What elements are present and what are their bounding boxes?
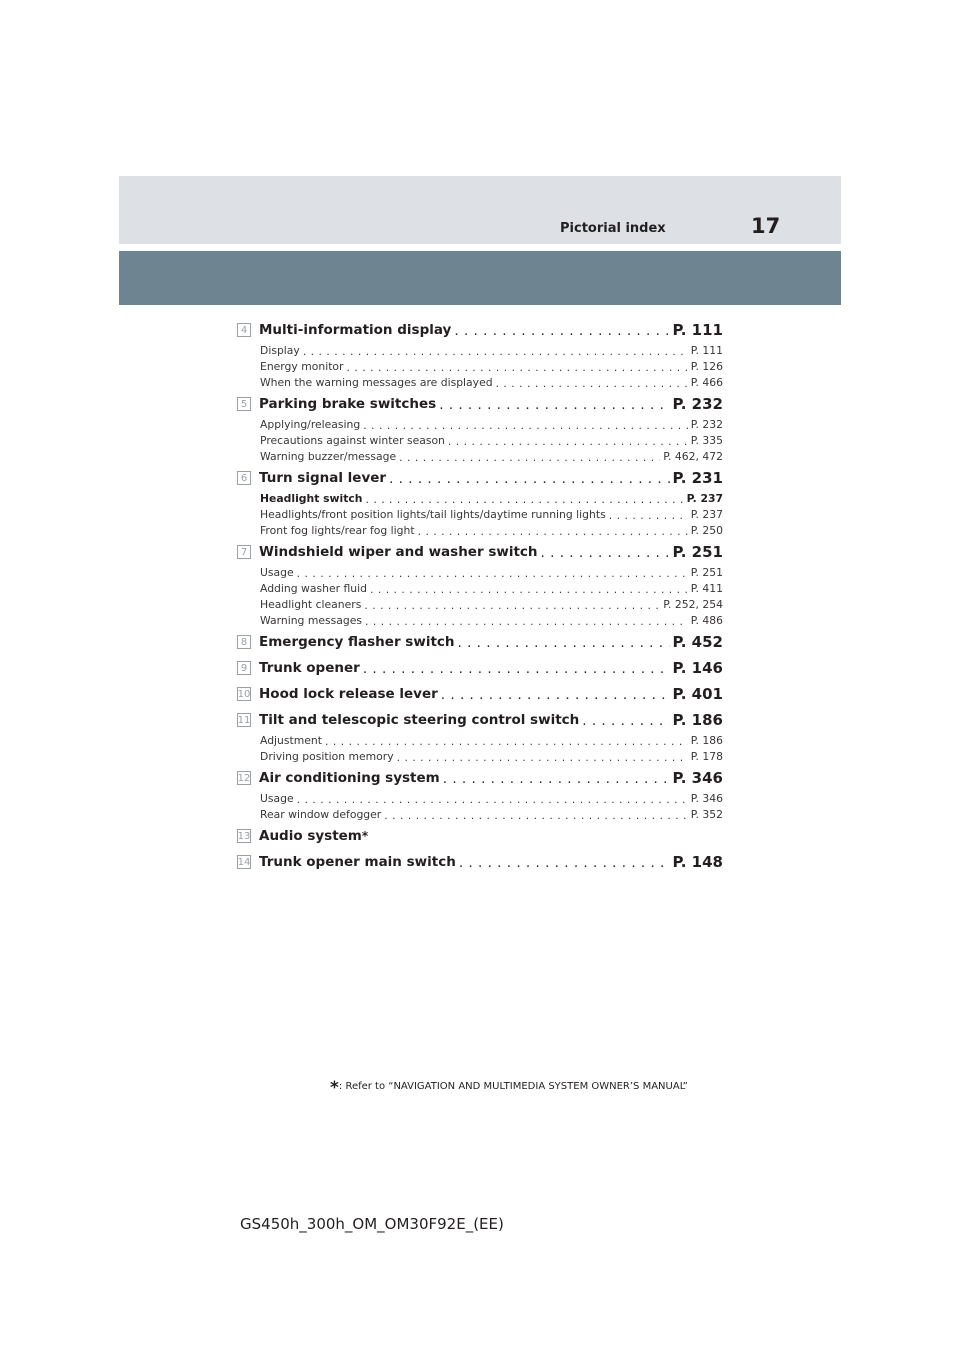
- dot-leader: [443, 771, 670, 785]
- page-reference[interactable]: P. 146: [672, 659, 723, 677]
- page-reference[interactable]: P. 411: [690, 581, 723, 595]
- dot-leader: [364, 599, 660, 610]
- sub-entry-label: Adding washer fluid: [260, 581, 367, 595]
- page-reference[interactable]: P. 186: [672, 711, 723, 729]
- index-entry-main-row[interactable]: [237, 318, 723, 342]
- index-entry: [237, 766, 723, 822]
- entry-label: Tilt and telescopic steering control switch: [259, 712, 580, 728]
- callout-number-badge: 8: [237, 635, 251, 649]
- sub-entry-label: Headlight switch: [260, 491, 363, 505]
- entry-label: Parking brake switches: [259, 396, 437, 412]
- sub-entry-label: Warning messages: [260, 613, 362, 627]
- index-sub-entry[interactable]: [237, 564, 723, 580]
- dot-leader: [439, 397, 669, 411]
- callout-number-badge: 12: [237, 772, 251, 784]
- index-sub-entry[interactable]: [237, 748, 723, 764]
- dot-leader: [365, 493, 683, 504]
- index-entry: [237, 630, 723, 654]
- callout-number-badge: 13: [237, 830, 251, 842]
- page-reference[interactable]: P. 237: [690, 507, 723, 521]
- index-sub-entry[interactable]: [237, 374, 723, 390]
- index-entry: [237, 540, 723, 628]
- index-sub-entry[interactable]: [237, 506, 723, 522]
- dot-leader: [297, 793, 688, 804]
- index-entry-main-row[interactable]: [237, 824, 723, 848]
- section-title: Pictorial index: [560, 221, 666, 236]
- callout-number-badge: 7: [237, 545, 251, 559]
- index-entry: [237, 466, 723, 538]
- page-reference[interactable]: P. 111: [672, 321, 723, 339]
- entry-label: Hood lock release lever: [259, 686, 438, 702]
- dot-leader: [303, 345, 688, 356]
- entry-label: Multi-information display: [259, 322, 452, 338]
- callout-number-badge: 11: [237, 714, 251, 726]
- index-sub-entry[interactable]: [237, 358, 723, 374]
- page-reference[interactable]: P. 111: [690, 343, 723, 357]
- page-reference[interactable]: P. 466: [690, 375, 723, 389]
- index-sub-entry[interactable]: [237, 790, 723, 806]
- page-reference[interactable]: P. 250: [690, 523, 723, 537]
- callout-number-badge: 9: [237, 661, 251, 675]
- dot-leader: [582, 713, 669, 727]
- sub-entry-label: Front fog lights/rear fog light: [260, 523, 415, 537]
- dot-leader: [370, 583, 688, 594]
- dot-leader: [418, 525, 688, 536]
- index-entry-main-row[interactable]: [237, 682, 723, 706]
- index-entry-main-row[interactable]: [237, 466, 723, 490]
- dot-leader: [325, 735, 688, 746]
- dot-leader: [384, 809, 687, 820]
- index-list: [237, 318, 723, 876]
- dot-leader: [541, 545, 670, 559]
- dot-leader: [346, 361, 687, 372]
- page-number: 17: [751, 214, 781, 238]
- sub-entry-label: Headlights/front position lights/tail lights/daytime running lights: [260, 507, 606, 521]
- page-reference[interactable]: P. 232: [690, 417, 723, 431]
- index-sub-entry[interactable]: [237, 448, 723, 464]
- index-entry: [237, 682, 723, 706]
- page-reference[interactable]: P. 486: [690, 613, 723, 627]
- entry-label: Audio system: [259, 828, 362, 844]
- dot-leader: [441, 687, 670, 701]
- sub-entry-label: Usage: [260, 791, 294, 805]
- index-entry: [237, 392, 723, 464]
- page-reference[interactable]: P. 346: [672, 769, 723, 787]
- dot-leader: [448, 435, 688, 446]
- page-reference[interactable]: P. 178: [690, 749, 723, 763]
- dot-leader: [459, 855, 670, 869]
- callout-number-badge: 10: [237, 688, 251, 700]
- index-entry: [237, 824, 723, 848]
- index-sub-entry[interactable]: [237, 596, 723, 612]
- entry-label: Air conditioning system: [259, 770, 440, 786]
- sub-entry-label: Warning buzzer/message: [260, 449, 397, 463]
- index-sub-entry[interactable]: [237, 612, 723, 628]
- index-entry: [237, 850, 723, 874]
- page-reference[interactable]: P. 186: [690, 733, 723, 747]
- callout-number-badge: 5: [237, 397, 251, 411]
- index-entry: [237, 656, 723, 680]
- dot-leader: [297, 567, 688, 578]
- page-reference[interactable]: P. 126: [690, 359, 723, 373]
- footnote-star: *: [361, 829, 369, 843]
- page-reference[interactable]: P. 252, 254: [663, 597, 723, 611]
- page-reference[interactable]: P. 148: [672, 853, 723, 871]
- page-reference[interactable]: P. 335: [690, 433, 723, 447]
- dot-leader: [496, 377, 688, 388]
- callout-number-badge: 14: [237, 856, 251, 868]
- footnote-text: : Refer to “NAVIGATION AND MULTIMEDIA SYSTEM OWNER’S MANUAL”: [338, 1081, 688, 1092]
- page-reference[interactable]: P. 452: [672, 633, 723, 651]
- sub-entry-label: Adjustment: [260, 733, 322, 747]
- footnote: [330, 1078, 688, 1098]
- page-reference[interactable]: P. 232: [672, 395, 723, 413]
- dot-leader: [458, 635, 670, 649]
- sub-entry-label: Display: [260, 343, 300, 357]
- index-sub-entry[interactable]: [237, 580, 723, 596]
- dot-leader: [389, 471, 669, 485]
- index-entry-main-row[interactable]: [237, 392, 723, 416]
- sub-entry-label: Energy monitor: [260, 359, 344, 373]
- header-band-dark: [119, 251, 841, 305]
- dot-leader: [363, 419, 687, 430]
- document-id: GS450h_300h_OM_OM30F92E_(EE): [240, 1215, 504, 1233]
- entry-label: Emergency flasher switch: [259, 634, 455, 650]
- index-sub-entry[interactable]: [237, 522, 723, 538]
- sub-entry-label: Applying/releasing: [260, 417, 361, 431]
- page-reference[interactable]: P. 237: [686, 491, 723, 505]
- sub-entry-label: Usage: [260, 565, 294, 579]
- index-entry-main-row[interactable]: [237, 656, 723, 680]
- index-sub-entry[interactable]: [237, 342, 723, 358]
- dot-leader: [363, 661, 670, 675]
- index-sub-entry[interactable]: [237, 806, 723, 822]
- index-entry-main-row[interactable]: [237, 708, 723, 732]
- sub-entry-label: Headlight cleaners: [260, 597, 362, 611]
- header-band-light: [119, 176, 841, 244]
- index-entry: [237, 318, 723, 390]
- dot-leader: [399, 451, 660, 462]
- page-reference[interactable]: P. 346: [690, 791, 723, 805]
- index-entry: [237, 708, 723, 764]
- page-reference[interactable]: P. 401: [672, 685, 723, 703]
- entry-label: Trunk opener: [259, 660, 360, 676]
- index-sub-entry[interactable]: [237, 432, 723, 448]
- sub-entry-label: When the warning messages are displayed: [260, 375, 493, 389]
- entry-label: Windshield wiper and washer switch: [259, 544, 538, 560]
- dot-leader: [454, 323, 669, 337]
- page-reference[interactable]: P. 231: [672, 469, 723, 487]
- page-reference[interactable]: P. 462, 472: [663, 449, 723, 463]
- dot-leader: [609, 509, 688, 520]
- entry-label: Turn signal lever: [259, 470, 387, 486]
- index-entry-main-row[interactable]: [237, 850, 723, 874]
- sub-entry-label: Precautions against winter season: [260, 433, 445, 447]
- index-entry-main-row[interactable]: [237, 630, 723, 654]
- index-entry-main-row[interactable]: [237, 766, 723, 790]
- index-sub-entry[interactable]: [237, 416, 723, 432]
- callout-number-badge: 6: [237, 471, 251, 485]
- callout-number-badge: 4: [237, 323, 251, 337]
- dot-leader: [365, 615, 688, 626]
- index-entry-main-row[interactable]: [237, 540, 723, 564]
- page-reference[interactable]: P. 251: [672, 543, 723, 561]
- page-reference[interactable]: P. 352: [690, 807, 723, 821]
- index-sub-entry[interactable]: [237, 490, 723, 506]
- sub-entry-label: Rear window defogger: [260, 807, 382, 821]
- index-sub-entry[interactable]: [237, 732, 723, 748]
- page-reference[interactable]: P. 251: [690, 565, 723, 579]
- entry-label: Trunk opener main switch: [259, 854, 456, 870]
- sub-entry-label: Driving position memory: [260, 749, 394, 763]
- dot-leader: [397, 751, 688, 762]
- footnote-marker: *: [330, 1078, 339, 1098]
